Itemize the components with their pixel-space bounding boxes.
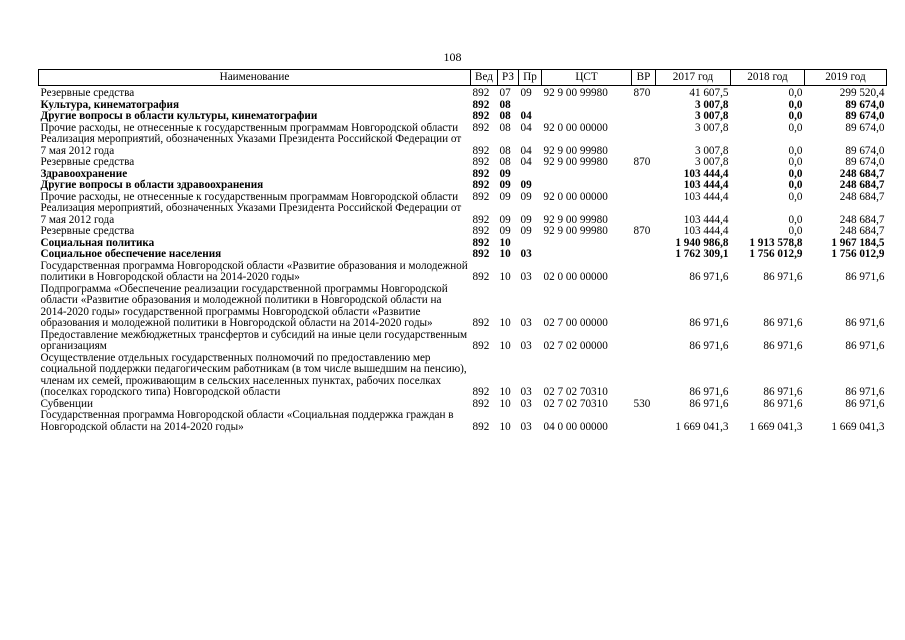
cell-ved: 892 (472, 213, 490, 226)
cell-2018: 0,0 (788, 121, 803, 134)
table-row (39, 157, 887, 169)
cell-name: Осуществление отдельных государственных полномочий по предоставлению мер социальной поддержки педагогическим работникам (в том числе вышедшим на пенсию), членам их семей, проживающим в сельских населенных пунктах, рабочих поселках (поселках городского типа) Новгородской области (40, 351, 467, 398)
cell-2018: 0,0 (788, 167, 803, 180)
cell-pr: 03 (520, 340, 532, 352)
cell-vr (632, 353, 656, 399)
cell-2018: 0,0 (788, 98, 803, 111)
cell-vr (632, 169, 656, 181)
cell-cst: 92 9 00 99980 (543, 87, 608, 99)
cell-ved: 892 (472, 386, 490, 398)
cell-2017: 86 971,6 (689, 317, 729, 329)
cell-2017: 1 940 986,8 (675, 236, 729, 249)
cell-2018: 86 971,6 (763, 271, 803, 283)
cell-vr: 870 (633, 225, 651, 237)
cell-2019: 86 971,6 (845, 317, 885, 329)
cell-pr: 03 (520, 420, 532, 433)
cell-name: Другие вопросы в области культуры, кинематографии (40, 110, 318, 122)
table-body (39, 86, 887, 434)
col-header-name: Наименование (39, 70, 471, 86)
cell-name: Прочие расходы, не отнесенные к государственным программам Новгородской области (40, 190, 459, 203)
table-header-row (39, 70, 887, 86)
cell-2019: 86 971,6 (845, 386, 885, 398)
cell-2018: 0,0 (788, 179, 803, 191)
cell-cst (542, 249, 632, 261)
cell-name: Реализация мероприятий, обозначенных Указами Президента Российской Федерации от 7 мая 2012 года (40, 202, 462, 226)
cell-2017: 3 007,8 (694, 121, 729, 134)
cell-vr (632, 330, 656, 353)
cell-pr: 03 (520, 271, 532, 283)
cell-ved: 892 (472, 317, 490, 329)
cell-vr (632, 261, 656, 284)
cell-rz: 10 (499, 271, 511, 283)
cell-name: Резервные средства (40, 225, 135, 237)
cell-rz: 10 (499, 386, 511, 398)
cell-vr (632, 249, 656, 261)
cell-ved: 892 (472, 420, 490, 433)
cell-cst (542, 100, 632, 112)
cell-ved: 892 (472, 236, 490, 249)
table-row (39, 284, 887, 330)
cell-vr: 870 (633, 156, 651, 168)
cell-pr: 04 (520, 144, 532, 157)
col-header-cst: ЦСТ (542, 70, 632, 86)
cell-2017: 86 971,6 (689, 271, 729, 283)
cell-2017: 3 007,8 (694, 98, 729, 111)
cell-2019: 86 971,6 (845, 340, 885, 352)
cell-2019: 86 971,6 (845, 397, 885, 410)
cell-2019: 1 669 041,3 (831, 420, 885, 433)
cell-2018: 0,0 (788, 225, 803, 237)
cell-rz: 10 (499, 236, 511, 249)
cell-cst (542, 238, 632, 250)
table-row (39, 330, 887, 353)
cell-cst: 92 9 00 99980 (543, 156, 608, 168)
table-row (39, 353, 887, 399)
cell-2019: 1 756 012,9 (831, 248, 885, 260)
cell-ved: 892 (472, 98, 490, 111)
cell-cst: 02 7 02 70310 (543, 386, 608, 398)
cell-2019: 1 967 184,5 (831, 236, 885, 249)
cell-name: Социальная политика (40, 236, 155, 249)
cell-vr (632, 123, 656, 135)
cell-2018: 0,0 (788, 87, 803, 99)
cell-2017: 3 007,8 (694, 110, 729, 122)
cell-name: Резервные средства (40, 156, 135, 168)
cell-2019: 248 684,7 (839, 179, 885, 191)
cell-rz: 09 (499, 213, 511, 226)
table-row (39, 180, 887, 192)
cell-2017: 41 607,5 (689, 87, 729, 99)
cell-ved: 892 (472, 190, 490, 203)
cell-2017: 103 444,4 (683, 179, 729, 191)
cell-2019: 86 971,6 (845, 271, 885, 283)
cell-name: Предоставление межбюджетных трансфертов и субсидий на иные цели государственным организациям (40, 328, 468, 352)
cell-2018: 0,0 (788, 144, 803, 157)
col-header-ved: Вед (471, 70, 498, 86)
cell-vr: 530 (633, 397, 651, 410)
cell-rz: 09 (499, 179, 511, 191)
cell-rz: 10 (499, 420, 511, 433)
cell-2017: 103 444,4 (683, 225, 729, 237)
cell-name: Резервные средства (40, 87, 135, 99)
cell-ved: 892 (472, 87, 490, 99)
cell-rz: 07 (499, 87, 511, 99)
col-header-vr: ВР (632, 70, 656, 86)
cell-2019: 89 674,0 (845, 121, 885, 134)
cell-2017: 3 007,8 (694, 156, 729, 168)
cell-2019: 248 684,7 (839, 225, 885, 237)
cell-pr: 03 (520, 248, 532, 260)
cell-pr: 04 (520, 156, 532, 168)
cell-ved: 892 (472, 179, 490, 191)
cell-2017: 1 762 309,1 (675, 248, 729, 260)
cell-pr: 09 (520, 87, 532, 99)
col-header-2017: 2017 год (656, 70, 731, 86)
cell-cst: 02 7 02 70310 (543, 397, 608, 410)
cell-cst: 92 9 00 99980 (543, 144, 608, 157)
cell-vr (632, 203, 656, 226)
cell-2019: 89 674,0 (845, 110, 885, 122)
cell-2017: 86 971,6 (689, 386, 729, 398)
cell-ved: 892 (472, 248, 490, 260)
cell-ved: 892 (472, 167, 490, 180)
table-row (39, 249, 887, 261)
cell-name: Государственная программа Новгородской области «Социальная поддержка граждан в Новгородской области на 2014-2020 годы» (40, 409, 454, 433)
cell-cst (542, 111, 632, 123)
cell-rz: 08 (499, 144, 511, 157)
cell-cst: 92 0 00 00000 (543, 121, 608, 134)
cell-2017: 103 444,4 (683, 167, 729, 180)
col-header-2018: 2018 год (731, 70, 805, 86)
cell-2018: 86 971,6 (763, 386, 803, 398)
cell-rz: 08 (499, 98, 511, 111)
cell-2019: 89 674,0 (845, 98, 885, 111)
cell-ved: 892 (472, 225, 490, 237)
cell-name: Государственная программа Новгородской области «Развитие образования и молодежной политики в Новгородской области на 2014-2020 годы» (40, 259, 468, 283)
cell-name: Культура, кинематография (40, 98, 179, 111)
cell-2017: 86 971,6 (689, 397, 729, 410)
cell-cst (542, 180, 632, 192)
cell-vr: 870 (633, 87, 651, 99)
cell-rz: 10 (499, 397, 511, 410)
cell-pr: 03 (520, 397, 532, 410)
budget-table (38, 69, 887, 433)
cell-cst: 04 0 00 00000 (543, 420, 608, 433)
cell-2017: 3 007,8 (694, 144, 729, 157)
cell-pr: 09 (520, 179, 532, 191)
cell-2018: 86 971,6 (763, 317, 803, 329)
cell-pr: 04 (520, 121, 532, 134)
cell-2017: 103 444,4 (683, 190, 729, 203)
cell-rz: 09 (499, 190, 511, 203)
cell-2018: 0,0 (788, 110, 803, 122)
table-row (39, 111, 887, 123)
cell-vr (632, 410, 656, 433)
table-row (39, 261, 887, 284)
table-row (39, 134, 887, 157)
cell-cst: 02 7 02 00000 (543, 340, 608, 352)
cell-name: Субвенции (40, 397, 93, 410)
cell-name: Другие вопросы в области здравоохранения (40, 179, 264, 191)
cell-pr: 03 (520, 317, 532, 329)
col-header-pr: Пр (519, 70, 542, 86)
table-row (39, 410, 887, 433)
cell-rz: 10 (499, 340, 511, 352)
col-header-2019: 2019 год (805, 70, 887, 86)
cell-2018: 1 913 578,8 (749, 236, 803, 249)
cell-cst (542, 169, 632, 181)
cell-2018: 1 669 041,3 (749, 420, 803, 433)
cell-pr: 04 (520, 110, 532, 122)
cell-2019: 89 674,0 (845, 144, 885, 157)
cell-2018: 0,0 (788, 156, 803, 168)
page-number: 108 (443, 50, 462, 64)
cell-2019: 248 684,7 (839, 190, 885, 203)
cell-name: Реализация мероприятий, обозначенных Указами Президента Российской Федерации от 7 мая 2012 года (40, 133, 462, 157)
cell-cst: 02 0 00 00000 (543, 271, 608, 283)
cell-pr: 09 (520, 213, 532, 226)
cell-pr: 03 (520, 386, 532, 398)
cell-2019: 248 684,7 (839, 213, 885, 226)
cell-name: Социальное обеспечение населения (40, 248, 222, 260)
cell-cst: 92 0 00 00000 (543, 190, 608, 203)
cell-ved: 892 (472, 340, 490, 352)
table-row (39, 86, 887, 100)
cell-cst: 92 9 00 99980 (543, 225, 608, 237)
cell-rz: 09 (499, 167, 511, 180)
cell-2018: 86 971,6 (763, 340, 803, 352)
cell-rz: 10 (499, 317, 511, 329)
cell-ved: 892 (472, 156, 490, 168)
cell-vr (632, 180, 656, 192)
cell-rz: 08 (499, 121, 511, 134)
cell-pr: 09 (520, 190, 532, 203)
cell-rz: 10 (499, 248, 511, 260)
cell-name: Прочие расходы, не отнесенные к государственным программам Новгородской области (40, 121, 459, 134)
cell-2017: 86 971,6 (689, 340, 729, 352)
cell-ved: 892 (472, 110, 490, 122)
cell-vr (632, 111, 656, 123)
cell-vr (632, 284, 656, 330)
cell-2017: 1 669 041,3 (675, 420, 729, 433)
cell-ved: 892 (472, 271, 490, 283)
cell-2019: 248 684,7 (839, 167, 885, 180)
table-row (39, 203, 887, 226)
col-header-rz: РЗ (498, 70, 519, 86)
cell-vr (632, 134, 656, 157)
cell-name: Подпрограмма «Обеспечение реализации государственной программы Новгородской области «Развитие образования и молодежной политики в Новгородской области на 2014-2020 годы» государственной программы Новгородской области «Развитие образования и молодежной политики в Новгородской области на 2014-2020 годы» (40, 282, 448, 329)
cell-rz: 09 (499, 225, 511, 237)
cell-vr (632, 100, 656, 112)
cell-ved: 892 (472, 397, 490, 410)
cell-ved: 892 (472, 121, 490, 134)
cell-2019: 89 674,0 (845, 156, 885, 168)
table-row (39, 226, 887, 238)
cell-ved: 892 (472, 144, 490, 157)
cell-name: Здравоохранение (40, 167, 128, 180)
cell-vr (632, 238, 656, 250)
cell-pr: 09 (520, 225, 532, 237)
cell-vr (632, 192, 656, 204)
cell-rz: 08 (499, 110, 511, 122)
cell-2017: 103 444,4 (683, 213, 729, 226)
cell-2019: 299 520,4 (839, 87, 885, 99)
cell-2018: 86 971,6 (763, 397, 803, 410)
cell-2018: 0,0 (788, 213, 803, 226)
cell-cst: 02 7 00 00000 (543, 317, 608, 329)
cell-cst: 92 9 00 99980 (543, 213, 608, 226)
cell-rz: 08 (499, 156, 511, 168)
cell-2018: 0,0 (788, 190, 803, 203)
cell-2018: 1 756 012,9 (749, 248, 803, 260)
